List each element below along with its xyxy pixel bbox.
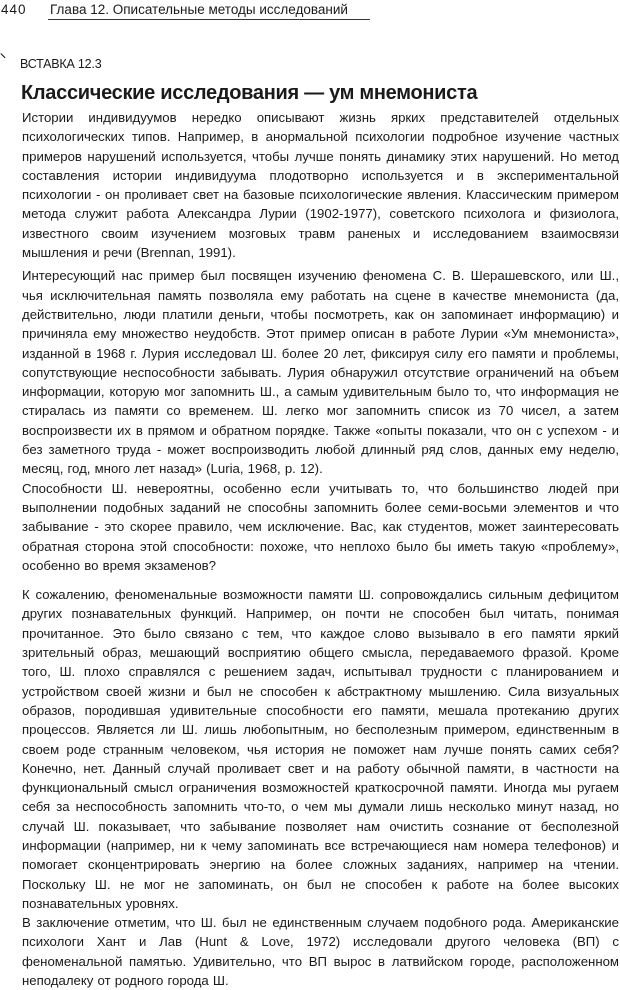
header-rule <box>48 19 370 20</box>
paragraph: В заключение отметим, что Ш. был не единственным случаем подобного рода. Американские психологи Хант и Лав (Hunt & Love, 1972) исследовали другого человека (ВП) с феноменальной памятью. Удивительно, что ВП вырос в латвийском городе, расположенном неподалеку от родного города Ш. <box>22 915 619 989</box>
insert-body <box>22 108 619 990</box>
paragraph: Истории индивидуумов нередко описывают жизнь ярких представителей отдельных психологических типов. Например, в анормальной психологии подробное изучение частных примеров нарушений используется, чтобы лучше понять динамику этих нарушений. Но метод составления истории индивидуума плодотворно используется и в экспериментальной психологии - он проливает свет на базовые психологические явления. Классическим примером метода служит работа Александра Лурии (1902-1977), советского психолога и физиолога, известного своим изучением мозговых травм раненых и исследованием взаимосвязи мышления и речи (Brennan, 1991). <box>22 110 619 261</box>
paragraph: К сожалению, феноменальные возможности памяти Ш. сопровождались сильным дефицитом других познавательных функций. Например, он почти не способен был читать, понимая прочитанное. Это было связано с тем, что каждое слово вызывало в его памяти яркий зрительный образ, мешающий восприятию общего смысла, передаваемого фразой. Кроме того, Ш. плохо справлялся с решением задач, испытывал трудности с планированием и устройством своей жизни и был не способен к абстрактному мышлению. Сила визуальных образов, породившая удивительные способности его памяти, мешала протеканию других процессов. Является ли Ш. лишь любопытным, но бесполезным примером, единственным в своем роде странным человеком, чья история не поможет нам лучше понять самих себя? Конечно, нет. Данный случай проливает свет и на работу обычной памяти, в частности на функциональный смысл ограничения возможностей краткосрочной памяти. Иногда мы ругаем себя за неспособность запомнить что-то, о чем мы думали лишь несколько минут назад, но случай Ш. показывает, что забывание позволяет нам очистить сознание от бесполезной информации (например, ни к чему запоминать все встречающиеся нам номера телефонов) и помогает сконцентрировать энергию на более сложных заданиях, например на чтении. Поскольку Ш. не мог не запоминать, он был не способен к работе на более высоких познавательных уровнях. <box>22 587 619 911</box>
insert-label: ВСТАВКА 12.3 <box>20 57 102 71</box>
corner-mark-icon: ⸌ <box>0 51 7 65</box>
running-title: Глава 12. Описательные методы исследований <box>50 2 348 17</box>
insert-title: Классические исследования — ум мнемониста <box>21 82 478 104</box>
paragraph: Интересующий нас пример был посвящен изучению феномена С. В. Шерашевского, или Ш., чья исключительная память позволяла ему работать на сцене в качестве мнемониста (да, действительно, люди платили деньги, чтобы посмотреть, как он запоминает информацию) и причиняла ему множество неудобств. Этот пример описан в работе Лурии «Ум мнемониста», изданной в 1968 г. Лурия исследовал Ш. более 20 лет, фиксируя силу его памяти и проблемы, сопутствующие неспособности забывать. Лурия обнаружил отсутствие ограничений на объем информации, которую мог запомнить Ш., а самым удивительным было то, что информация не стиралась из памяти со временем. Ш. легко мог запомнить список из 70 чисел, а затем воспроизвести их в прямом и обратном порядке. Также «опыты показали, что он с успехом - и без заметного труда - может воспроизводить любой длинный ряд слов, данных ему неделю, месяц, год, много лет назад» (Luria, 1968, p. 12). <box>22 268 619 477</box>
page-number: 440 <box>1 2 27 17</box>
paragraph: Способности Ш. невероятны, особенно если учитывать то, что большинство людей при выполнении подобных заданий не способны запомнить более семи-восьми элементов и что забывание - это скорее правило, чем исключение. Вас, как студентов, может заинтересовать обратная сторона этой способности: похоже, что неплохо было бы иметь такую «проблему», особенно во время экзаменов? <box>22 480 619 573</box>
